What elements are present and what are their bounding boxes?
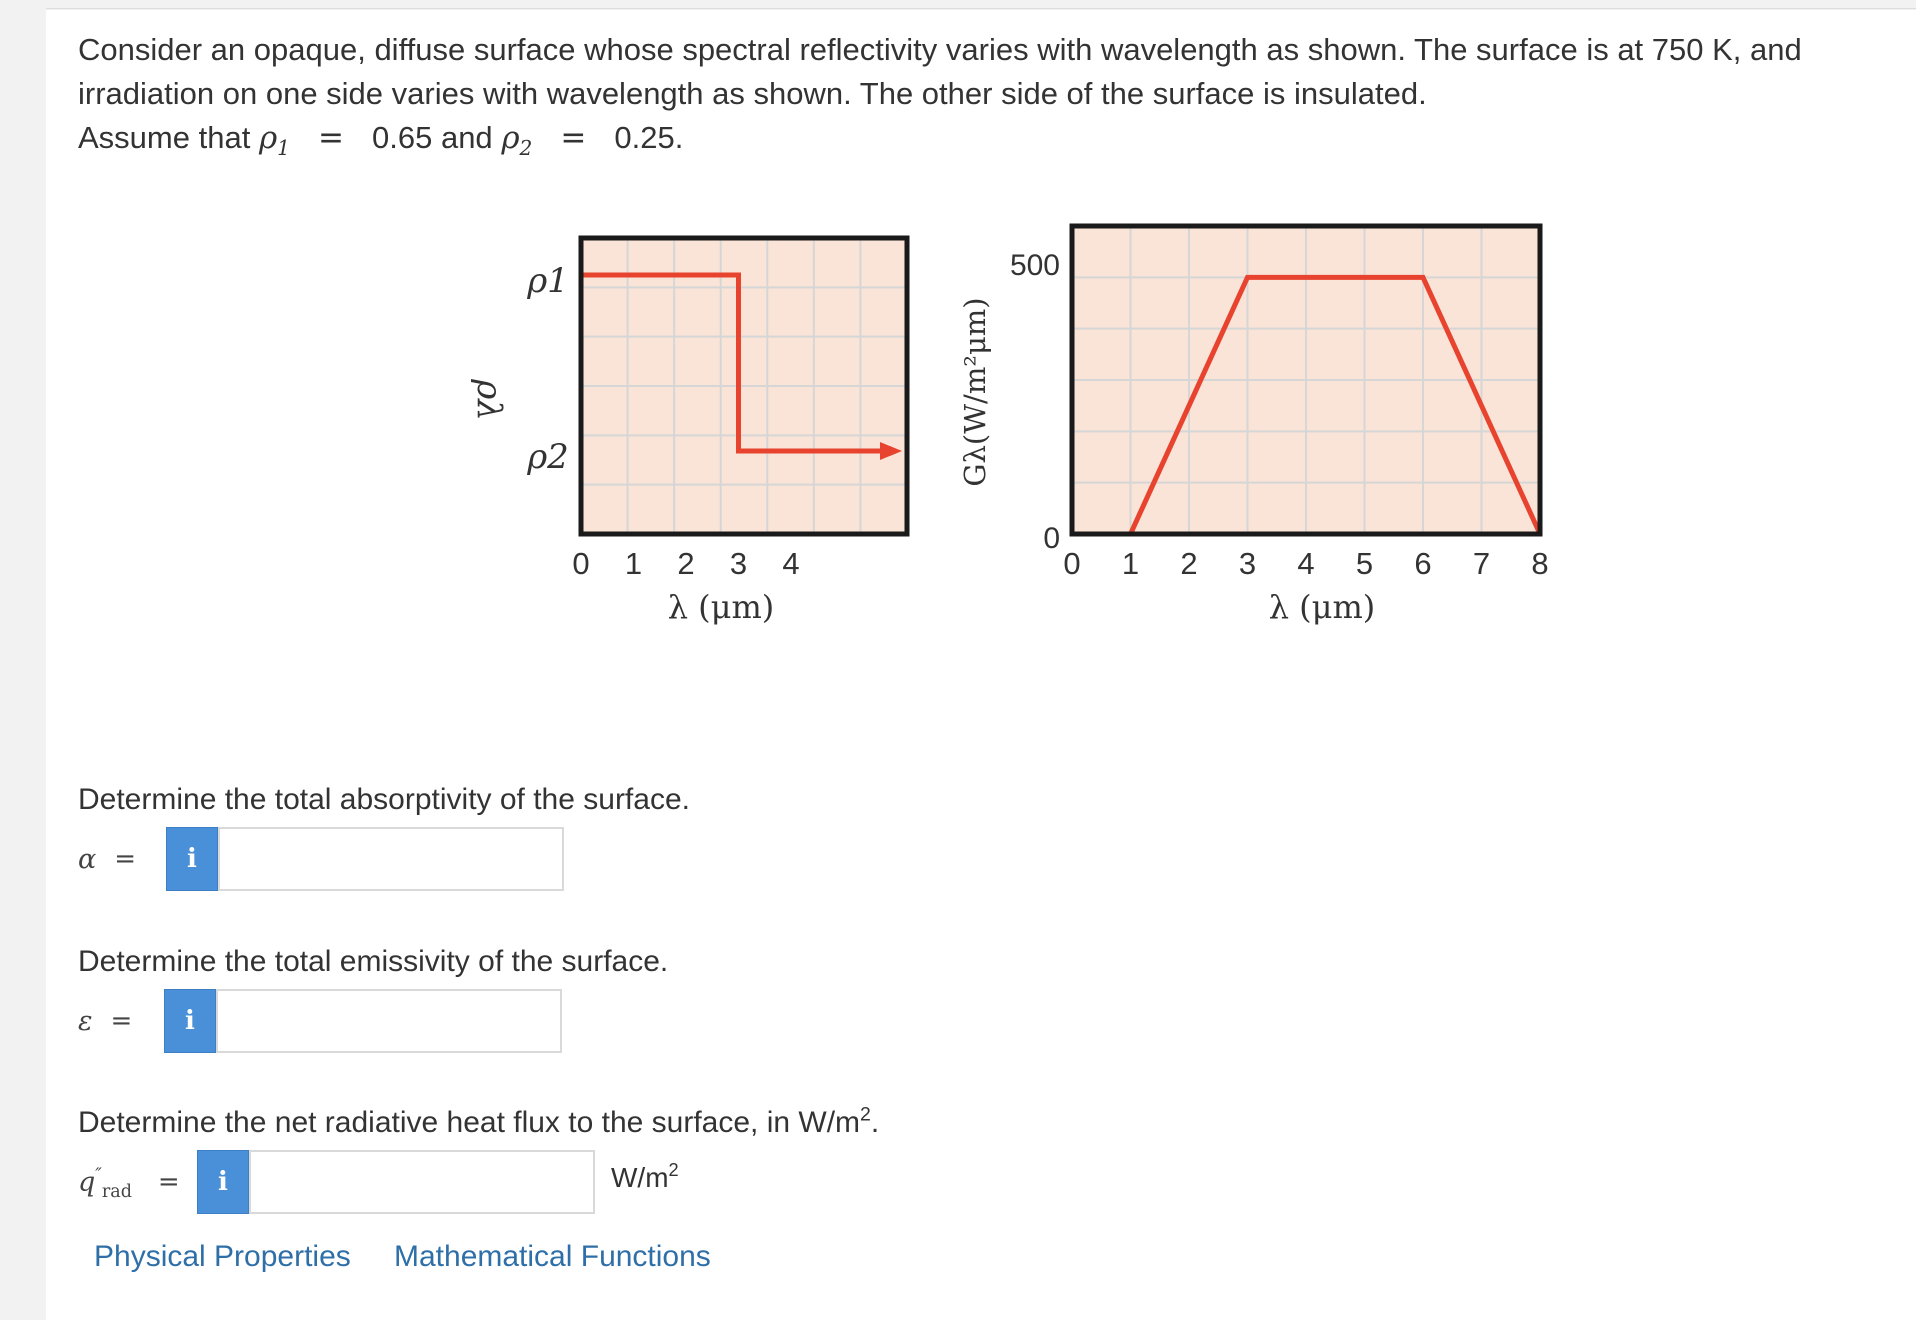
irradiation-x-ticks	[1063, 546, 1548, 581]
irradiation-x-tick: 5	[1355, 546, 1374, 581]
irradiation-x-tick: 2	[1180, 546, 1198, 581]
reflectivity-x-tick: 1	[624, 546, 643, 581]
reflectivity-y-label: ρλ	[469, 379, 509, 421]
reflectivity-x-tick: 0	[572, 546, 590, 581]
rho2-symbol: $\rho_2$	[501, 120, 533, 161]
irradiation-x-label: λ (μm)	[1268, 588, 1376, 626]
emissivity-input[interactable]	[216, 989, 562, 1053]
irradiation-x-tick: 8	[1531, 546, 1549, 581]
absorptivity-info-button[interactable]: i	[166, 827, 218, 891]
absorptivity-answer-row	[78, 827, 136, 891]
assume-prefix: Assume that	[78, 120, 251, 155]
epsilon-equals: =	[110, 1006, 133, 1036]
heat-flux-prompt-end: .	[870, 1106, 880, 1139]
reflectivity-x-tick: 2	[677, 546, 695, 581]
irradiation-chart	[958, 226, 1549, 626]
question-absorptivity: Determine the total absorptivity of the surface.	[78, 783, 690, 816]
reflectivity-chart	[469, 238, 907, 626]
problem-line-2: irradiation on one side varies with wavelength as shown. The other side of the surface is insulated.	[78, 76, 1427, 111]
irradiation-y-tick-500: 500	[1009, 249, 1060, 282]
and-text: and	[440, 120, 493, 155]
reflectivity-x-label: λ (μm)	[667, 588, 775, 626]
absorptivity-input[interactable]	[218, 827, 564, 891]
reflectivity-x-tick: 4	[782, 546, 800, 581]
heat-flux-answer-row	[78, 1150, 180, 1214]
irradiation-x-tick: 1	[1121, 546, 1140, 581]
rho1-label: ρ1	[527, 261, 569, 301]
problem-line-1: Consider an opaque, diffuse surface whose spectral reflectivity varies with wavelength as shown. The surface is at 750 K, and	[78, 32, 1802, 67]
alpha-equals: =	[114, 844, 137, 874]
irradiation-y-label: Gλ(W/m²μm)	[958, 297, 992, 487]
mathematical-functions-link[interactable]: Mathematical Functions	[394, 1240, 711, 1273]
heat-flux-prompt: Determine the net radiative heat flux to the surface, in W/m	[78, 1106, 861, 1139]
epsilon-symbol: ε	[78, 1005, 93, 1037]
irradiation-x-tick: 4	[1297, 546, 1315, 581]
reflectivity-x-ticks	[572, 546, 799, 581]
irradiation-y-tick-0: 0	[1043, 522, 1060, 555]
rho1-equals: =	[318, 120, 344, 156]
heat-flux-info-button[interactable]: i	[197, 1150, 249, 1214]
rho2-label: ρ2	[527, 437, 569, 477]
rho1-symbol: $\rho_1$	[258, 120, 290, 161]
question-heat-flux	[78, 1103, 880, 1140]
heat-flux-unit: $W/m^2$	[611, 1160, 679, 1193]
heat-flux-input[interactable]	[249, 1150, 595, 1214]
heat-flux-prompt-exponent: 2	[860, 1103, 871, 1126]
rho1-value: 0.65	[371, 120, 433, 155]
emissivity-answer-row	[78, 989, 132, 1053]
rho2-equals: =	[560, 120, 587, 156]
irradiation-x-tick: 3	[1238, 546, 1257, 581]
irradiation-x-tick: 0	[1063, 546, 1081, 581]
irradiation-x-tick: 6	[1414, 546, 1432, 581]
question-emissivity: Determine the total emissivity of the surface.	[78, 945, 669, 978]
reflectivity-x-tick: 3	[729, 546, 748, 581]
irradiation-x-tick: 7	[1472, 546, 1491, 581]
q-rad-equals: =	[157, 1167, 180, 1197]
physical-properties-link[interactable]: Physical Properties	[94, 1240, 351, 1273]
emissivity-info-button[interactable]: i	[164, 989, 216, 1053]
alpha-symbol: α	[78, 843, 97, 875]
q-rad-symbol: $q''_{rad}$	[78, 1164, 132, 1202]
rho2-value: 0.25.	[614, 120, 684, 155]
